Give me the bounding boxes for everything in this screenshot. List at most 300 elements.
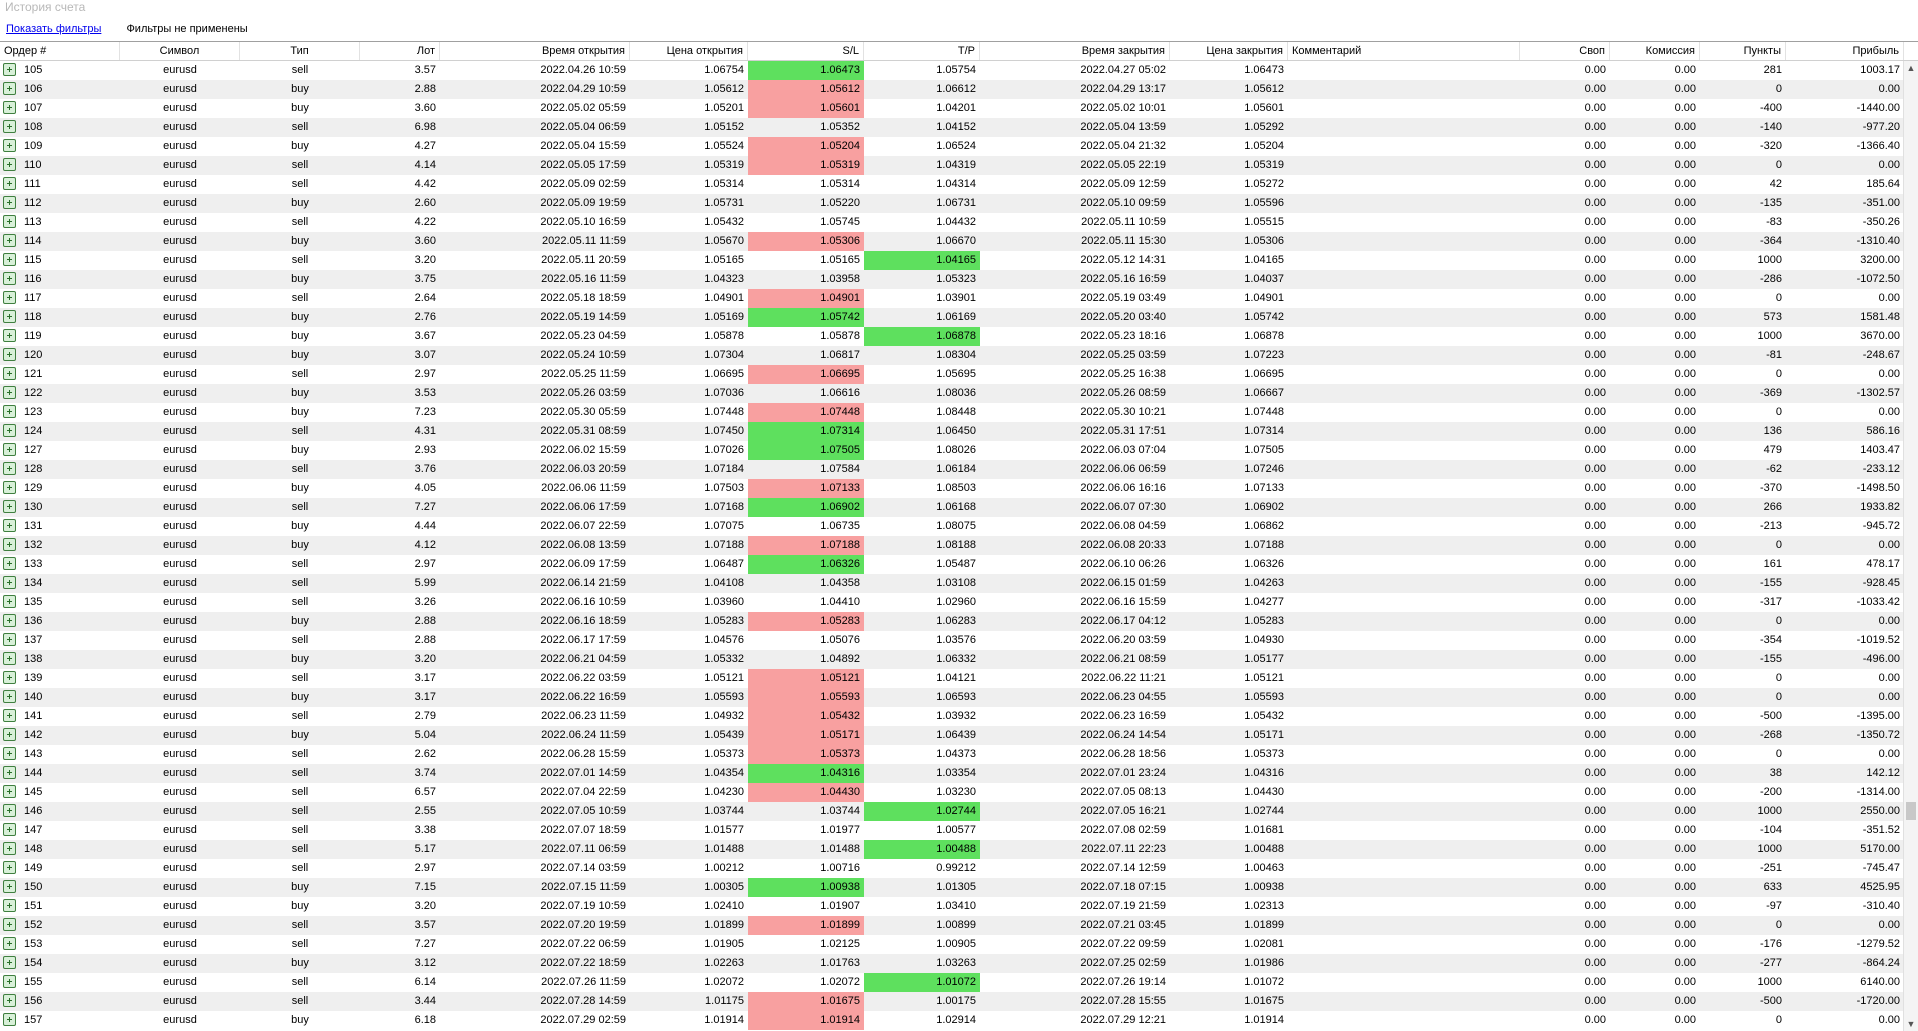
table-row[interactable] — [0, 726, 1904, 745]
cell-symbol: eurusd — [163, 102, 197, 114]
cell-close-time: 2022.07.22 09:59 — [1080, 938, 1166, 950]
cell-order: 123 — [24, 406, 43, 418]
cell-close-time: 2022.06.24 14:54 — [1080, 729, 1166, 741]
cell-commission: 0.00 — [1674, 64, 1696, 76]
cell-close-price: 1.05612 — [1244, 83, 1284, 95]
cell-symbol: eurusd — [163, 406, 197, 418]
cell-close-time: 2022.07.19 21:59 — [1080, 900, 1166, 912]
cell-tp: 1.06439 — [936, 729, 976, 741]
cell-sl: 1.07584 — [820, 463, 860, 475]
cell-sl: 1.06616 — [820, 387, 860, 399]
cell-lot: 2.60 — [414, 197, 436, 209]
cell-sl: 1.02072 — [820, 976, 860, 988]
scroll-up-icon[interactable]: ▲ — [1906, 63, 1916, 73]
cell-comment — [1288, 213, 1520, 232]
table-row[interactable] — [0, 1011, 1904, 1030]
column-header-order[interactable]: Ордер # — [0, 42, 120, 60]
column-header-sl[interactable]: S/L — [748, 42, 864, 60]
column-header-open-price[interactable]: Цена открытия — [630, 42, 748, 60]
cell-close-price: 1.04316 — [1244, 767, 1284, 779]
cell-open-price: 1.04108 — [704, 577, 744, 589]
cell-comment — [1288, 878, 1520, 897]
table-row[interactable] — [0, 99, 1904, 118]
cell-comment — [1288, 232, 1520, 251]
column-header-close-time[interactable]: Время закрытия — [980, 42, 1170, 60]
cell-open-time: 2022.05.09 02:59 — [540, 178, 626, 190]
cell-commission: 0.00 — [1674, 653, 1696, 665]
cell-comment — [1288, 384, 1520, 403]
cell-commission: 0.00 — [1674, 368, 1696, 380]
table-row[interactable] — [0, 289, 1904, 308]
cell-profit: 0.00 — [1878, 83, 1900, 95]
table-row[interactable] — [0, 213, 1904, 232]
cell-open-time: 2022.06.14 21:59 — [540, 577, 626, 589]
cell-type: buy — [291, 273, 309, 285]
cell-type: buy — [291, 406, 309, 418]
cell-tp: 1.05695 — [936, 368, 976, 380]
cell-type: sell — [291, 976, 309, 988]
cell-type: sell — [291, 634, 309, 646]
table-row[interactable] — [0, 650, 1904, 669]
cell-commission: 0.00 — [1674, 539, 1696, 551]
cell-commission: 0.00 — [1674, 558, 1696, 570]
cell-close-price: 1.01914 — [1244, 1014, 1284, 1026]
cell-commission: 0.00 — [1674, 387, 1696, 399]
cell-lot: 3.26 — [414, 596, 436, 608]
cell-open-price: 1.07075 — [704, 520, 744, 532]
cell-order: 119 — [24, 330, 42, 342]
cell-profit: -248.67 — [1862, 349, 1900, 361]
table-row[interactable] — [0, 574, 1904, 593]
cell-lot: 2.88 — [414, 615, 436, 627]
cell-close-time: 2022.05.19 03:49 — [1080, 292, 1166, 304]
cell-comment — [1288, 327, 1520, 346]
cell-order: 146 — [24, 805, 43, 817]
cell-swap: 0.00 — [1584, 919, 1606, 931]
cell-profit: -1019.52 — [1856, 634, 1900, 646]
cell-order: 131 — [24, 520, 43, 532]
cell-close-time: 2022.06.06 16:16 — [1080, 482, 1166, 494]
cell-open-time: 2022.06.16 18:59 — [540, 615, 626, 627]
table-row[interactable] — [0, 137, 1904, 156]
cell-comment — [1288, 916, 1520, 935]
cell-lot: 2.97 — [414, 558, 436, 570]
cell-swap: 0.00 — [1584, 311, 1606, 323]
table-row[interactable] — [0, 479, 1904, 498]
cell-swap: 0.00 — [1584, 862, 1606, 874]
cell-type: sell — [291, 425, 309, 437]
cell-close-time: 2022.05.10 09:59 — [1080, 197, 1166, 209]
cell-commission: 0.00 — [1674, 482, 1696, 494]
table-row[interactable] — [0, 973, 1904, 992]
cell-points: -176 — [1759, 938, 1782, 950]
cell-close-price: 1.05601 — [1244, 102, 1284, 114]
cell-close-time: 2022.06.07 07:30 — [1080, 501, 1166, 513]
cell-commission: 0.00 — [1674, 634, 1696, 646]
cell-profit: -1072.50 — [1856, 273, 1900, 285]
table-row[interactable] — [0, 118, 1904, 137]
table-row[interactable] — [0, 745, 1904, 764]
table-row[interactable] — [0, 631, 1904, 650]
cell-close-time: 2022.06.23 16:59 — [1080, 710, 1166, 722]
cell-open-time: 2022.06.02 15:59 — [540, 444, 626, 456]
table-row[interactable] — [0, 612, 1904, 631]
cell-open-time: 2022.07.22 18:59 — [540, 957, 626, 969]
cell-tp: 1.03932 — [936, 710, 976, 722]
cell-sl: 1.05742 — [748, 308, 864, 327]
cell-commission: 0.00 — [1674, 463, 1696, 475]
cell-sl: 1.06473 — [748, 61, 864, 80]
table-row[interactable] — [0, 232, 1904, 251]
column-header-points[interactable]: Пункты — [1700, 42, 1786, 60]
cell-open-price: 1.07304 — [704, 349, 744, 361]
cell-open-time: 2022.07.26 11:59 — [541, 976, 626, 988]
table-row[interactable] — [0, 897, 1904, 916]
cell-comment — [1288, 194, 1520, 213]
cell-order: 148 — [24, 843, 43, 855]
cell-profit: -1720.00 — [1856, 995, 1900, 1007]
table-row[interactable] — [0, 327, 1904, 346]
cell-points: 42 — [1769, 178, 1782, 190]
cell-sl: 1.05352 — [820, 121, 860, 133]
cell-open-time: 2022.05.19 14:59 — [540, 311, 626, 323]
table-row[interactable] — [0, 251, 1904, 270]
cell-lot: 3.76 — [414, 463, 436, 475]
cell-order: 113 — [24, 216, 42, 228]
cell-symbol: eurusd — [163, 919, 197, 931]
cell-type: buy — [291, 957, 309, 969]
table-row[interactable] — [0, 669, 1904, 688]
cell-type: sell — [291, 596, 309, 608]
cell-open-price: 1.05612 — [704, 83, 744, 95]
cell-lot: 3.20 — [414, 653, 436, 665]
cell-lot: 6.18 — [414, 1014, 436, 1026]
column-header-type[interactable]: Тип — [240, 42, 360, 60]
cell-close-price: 1.06878 — [1244, 330, 1284, 342]
cell-type: sell — [291, 843, 309, 855]
table-row[interactable] — [0, 61, 1904, 80]
cell-open-price: 1.01488 — [704, 843, 744, 855]
column-header-close-price[interactable]: Цена закрытия — [1170, 42, 1288, 60]
cell-open-price: 1.05152 — [704, 121, 744, 133]
cell-close-price: 1.06473 — [1244, 64, 1284, 76]
cell-close-time: 2022.07.18 07:15 — [1080, 881, 1166, 893]
cell-swap: 0.00 — [1584, 767, 1606, 779]
cell-swap: 0.00 — [1584, 368, 1606, 380]
cell-close-time: 2022.05.25 03:59 — [1080, 349, 1166, 361]
cell-close-price: 1.04901 — [1244, 292, 1284, 304]
cell-points: 573 — [1763, 311, 1782, 323]
cell-order: 116 — [24, 273, 42, 285]
cell-comment — [1288, 745, 1520, 764]
cell-lot: 7.15 — [414, 881, 436, 893]
table-row[interactable] — [0, 935, 1904, 954]
cell-close-time: 2022.07.08 02:59 — [1080, 824, 1166, 836]
cell-points: 0 — [1775, 83, 1782, 95]
cell-close-price: 1.05596 — [1244, 197, 1284, 209]
cell-lot: 3.60 — [414, 102, 436, 114]
cell-type: sell — [291, 254, 309, 266]
cell-open-time: 2022.06.07 22:59 — [540, 520, 626, 532]
cell-order: 112 — [24, 197, 42, 209]
cell-tp: 1.08026 — [936, 444, 976, 456]
column-header-open-time[interactable]: Время открытия — [440, 42, 630, 60]
cell-open-price: 1.05201 — [704, 102, 744, 114]
cell-points: -81 — [1766, 349, 1782, 361]
cell-points: 1000 — [1757, 254, 1782, 266]
cell-comment — [1288, 403, 1520, 422]
cell-profit: 478.17 — [1866, 558, 1900, 570]
cell-comment — [1288, 441, 1520, 460]
cell-swap: 0.00 — [1584, 330, 1606, 342]
cell-tp: 1.01072 — [864, 973, 980, 992]
show-filters-link[interactable]: Показать фильтры — [6, 23, 102, 35]
cell-profit: -745.47 — [1862, 862, 1900, 874]
column-header-swap[interactable]: Своп — [1520, 42, 1610, 60]
cell-close-price: 1.04037 — [1244, 273, 1284, 285]
vertical-scrollbar[interactable] — [1903, 61, 1918, 1031]
column-header-comment[interactable]: Комментарий — [1288, 42, 1520, 60]
cell-order: 137 — [24, 634, 43, 646]
cell-tp: 1.00577 — [936, 824, 976, 836]
cell-close-time: 2022.05.05 22:19 — [1080, 159, 1166, 171]
cell-comment — [1288, 270, 1520, 289]
cell-swap: 0.00 — [1584, 539, 1606, 551]
cell-swap: 0.00 — [1584, 957, 1606, 969]
table-row[interactable] — [0, 422, 1904, 441]
cell-comment — [1288, 156, 1520, 175]
cell-symbol: eurusd — [163, 197, 197, 209]
cell-open-price: 1.04323 — [704, 273, 744, 285]
cell-open-time: 2022.05.24 10:59 — [540, 349, 626, 361]
cell-sl: 1.05878 — [820, 330, 860, 342]
cell-close-price: 1.05204 — [1244, 140, 1284, 152]
cell-tp: 1.06168 — [936, 501, 976, 513]
cell-symbol: eurusd — [163, 767, 197, 779]
table-row[interactable] — [0, 403, 1904, 422]
cell-symbol: eurusd — [163, 368, 197, 380]
cell-swap: 0.00 — [1584, 501, 1606, 513]
cell-open-price: 1.01175 — [705, 995, 744, 1007]
cell-tp: 1.03108 — [936, 577, 976, 589]
cell-profit: -351.52 — [1862, 824, 1900, 836]
cell-close-price: 1.07133 — [1244, 482, 1284, 494]
cell-swap: 0.00 — [1584, 881, 1606, 893]
cell-close-time: 2022.07.29 12:21 — [1080, 1014, 1166, 1026]
cell-commission: 0.00 — [1674, 729, 1696, 741]
table-row[interactable] — [0, 878, 1904, 897]
cell-lot: 3.75 — [414, 273, 436, 285]
cell-open-time: 2022.06.22 16:59 — [540, 691, 626, 703]
table-row[interactable] — [0, 441, 1904, 460]
cell-commission: 0.00 — [1674, 444, 1696, 456]
cell-open-price: 1.05878 — [704, 330, 744, 342]
cell-open-price: 1.03960 — [704, 596, 744, 608]
cell-type: buy — [291, 691, 309, 703]
table-row[interactable] — [0, 346, 1904, 365]
table-row[interactable] — [0, 859, 1904, 878]
cell-close-price: 1.05171 — [1244, 729, 1284, 741]
cell-tp: 1.04314 — [936, 178, 976, 190]
cell-tp: 0.99212 — [936, 862, 976, 874]
table-row[interactable] — [0, 517, 1904, 536]
cell-profit: -928.45 — [1862, 577, 1900, 589]
cell-close-price: 1.06695 — [1244, 368, 1284, 380]
cell-close-price: 1.02081 — [1244, 938, 1284, 950]
cell-tp: 1.00488 — [864, 840, 980, 859]
table-row[interactable] — [0, 916, 1904, 935]
cell-sl: 1.05601 — [748, 99, 864, 118]
column-header-symbol[interactable]: Символ — [120, 42, 240, 60]
cell-symbol: eurusd — [163, 482, 197, 494]
cell-open-time: 2022.05.26 03:59 — [540, 387, 626, 399]
cell-close-price: 1.02744 — [1244, 805, 1284, 817]
cell-profit: 142.12 — [1866, 767, 1900, 779]
cell-sl: 1.04316 — [748, 764, 864, 783]
cell-close-time: 2022.06.08 20:33 — [1080, 539, 1166, 551]
cell-order: 138 — [24, 653, 43, 665]
table-row[interactable] — [0, 954, 1904, 973]
cell-tp: 1.08075 — [936, 520, 976, 532]
cell-lot: 3.74 — [414, 767, 436, 779]
cell-lot: 3.60 — [414, 235, 436, 247]
cell-close-price: 1.07505 — [1244, 444, 1284, 456]
cell-tp: 1.00175 — [936, 995, 976, 1007]
table-row[interactable] — [0, 80, 1904, 99]
cell-order: 153 — [24, 938, 43, 950]
cell-type: buy — [291, 140, 309, 152]
cell-close-price: 1.01681 — [1244, 824, 1284, 836]
table-row[interactable] — [0, 194, 1904, 213]
cell-close-price: 1.02313 — [1244, 900, 1284, 912]
cell-commission: 0.00 — [1674, 197, 1696, 209]
cell-tp: 1.08448 — [936, 406, 976, 418]
cell-type: buy — [291, 349, 309, 361]
table-row[interactable] — [0, 365, 1904, 384]
table-row[interactable] — [0, 555, 1904, 574]
cell-tp: 1.02744 — [864, 802, 980, 821]
cell-commission: 0.00 — [1674, 900, 1696, 912]
cell-profit: -1302.57 — [1856, 387, 1900, 399]
table-row[interactable] — [0, 270, 1904, 289]
table-row[interactable] — [0, 536, 1904, 555]
cell-tp: 1.08304 — [936, 349, 976, 361]
cell-close-price: 1.06862 — [1244, 520, 1284, 532]
cell-swap: 0.00 — [1584, 387, 1606, 399]
cell-lot: 4.44 — [414, 520, 436, 532]
cell-symbol: eurusd — [163, 463, 197, 475]
table-row[interactable] — [0, 460, 1904, 479]
cell-close-time: 2022.05.20 03:40 — [1080, 311, 1166, 323]
column-header-commission[interactable]: Комиссия — [1610, 42, 1700, 60]
cell-profit: -1366.40 — [1856, 140, 1900, 152]
table-row[interactable] — [0, 764, 1904, 783]
cell-commission: 0.00 — [1674, 178, 1696, 190]
cell-close-price: 1.01986 — [1244, 957, 1284, 969]
table-row[interactable] — [0, 707, 1904, 726]
column-header-tp[interactable]: T/P — [864, 42, 980, 60]
cell-symbol: eurusd — [163, 501, 197, 513]
column-header-profit[interactable]: Прибыль — [1786, 42, 1904, 60]
cell-swap: 0.00 — [1584, 672, 1606, 684]
cell-open-price: 1.05314 — [704, 178, 744, 190]
cell-swap: 0.00 — [1584, 520, 1606, 532]
cell-tp: 1.06878 — [864, 327, 980, 346]
cell-close-price: 1.00488 — [1244, 843, 1284, 855]
cell-close-time: 2022.06.17 04:12 — [1080, 615, 1166, 627]
cell-order: 124 — [24, 425, 43, 437]
cell-profit: 0.00 — [1878, 748, 1900, 760]
cell-order: 114 — [24, 235, 42, 247]
cell-open-price: 1.05283 — [704, 615, 744, 627]
cell-type: buy — [291, 615, 309, 627]
cell-points: 266 — [1763, 501, 1782, 513]
table-row[interactable] — [0, 688, 1904, 707]
cell-open-time: 2022.07.22 06:59 — [540, 938, 626, 950]
cell-profit: 1003.17 — [1860, 64, 1900, 76]
table-row[interactable] — [0, 840, 1904, 859]
table-row[interactable] — [0, 498, 1904, 517]
cell-swap: 0.00 — [1584, 710, 1606, 722]
cell-points: 0 — [1775, 919, 1782, 931]
cell-close-price: 1.05272 — [1244, 178, 1284, 190]
cell-open-price: 1.01577 — [704, 824, 744, 836]
table-row[interactable] — [0, 821, 1904, 840]
cell-profit: 2550.00 — [1860, 805, 1900, 817]
cell-close-time: 2022.05.02 10:01 — [1080, 102, 1166, 114]
table-row[interactable] — [0, 783, 1904, 802]
cell-swap: 0.00 — [1584, 292, 1606, 304]
cell-open-time: 2022.05.25 11:59 — [541, 368, 626, 380]
table-row[interactable] — [0, 156, 1904, 175]
table-row[interactable] — [0, 384, 1904, 403]
cell-tp: 1.06670 — [936, 235, 976, 247]
table-row[interactable] — [0, 175, 1904, 194]
cell-open-time: 2022.05.10 16:59 — [540, 216, 626, 228]
cell-symbol: eurusd — [163, 957, 197, 969]
cell-order: 139 — [24, 672, 43, 684]
table-row[interactable] — [0, 308, 1904, 327]
cell-close-time: 2022.06.10 06:26 — [1080, 558, 1166, 570]
column-header-lot[interactable]: Лот — [360, 42, 440, 60]
cell-sl: 1.05121 — [748, 669, 864, 688]
cell-points: -155 — [1759, 577, 1782, 589]
cell-profit: 0.00 — [1878, 615, 1900, 627]
scroll-thumb[interactable] — [1906, 802, 1916, 820]
cell-open-price: 1.05169 — [704, 311, 744, 323]
cell-open-time: 2022.07.20 19:59 — [540, 919, 626, 931]
table-header — [0, 42, 1918, 61]
cell-symbol: eurusd — [163, 425, 197, 437]
cell-tp: 1.08036 — [936, 387, 976, 399]
cell-open-time: 2022.05.09 19:59 — [540, 197, 626, 209]
cell-profit: 0.00 — [1878, 159, 1900, 171]
cell-type: buy — [291, 444, 309, 456]
cell-lot: 4.22 — [414, 216, 436, 228]
cell-swap: 0.00 — [1584, 444, 1606, 456]
cell-swap: 0.00 — [1584, 900, 1606, 912]
cell-commission: 0.00 — [1674, 254, 1696, 266]
cell-comment — [1288, 80, 1520, 99]
cell-type: buy — [291, 881, 309, 893]
cell-lot: 7.27 — [414, 938, 436, 950]
table-row[interactable] — [0, 992, 1904, 1011]
cell-profit: 4525.95 — [1860, 881, 1900, 893]
table-row[interactable] — [0, 802, 1904, 821]
scroll-down-icon[interactable]: ▼ — [1906, 1019, 1916, 1029]
cell-open-price: 1.05319 — [704, 159, 744, 171]
table-row[interactable] — [0, 593, 1904, 612]
